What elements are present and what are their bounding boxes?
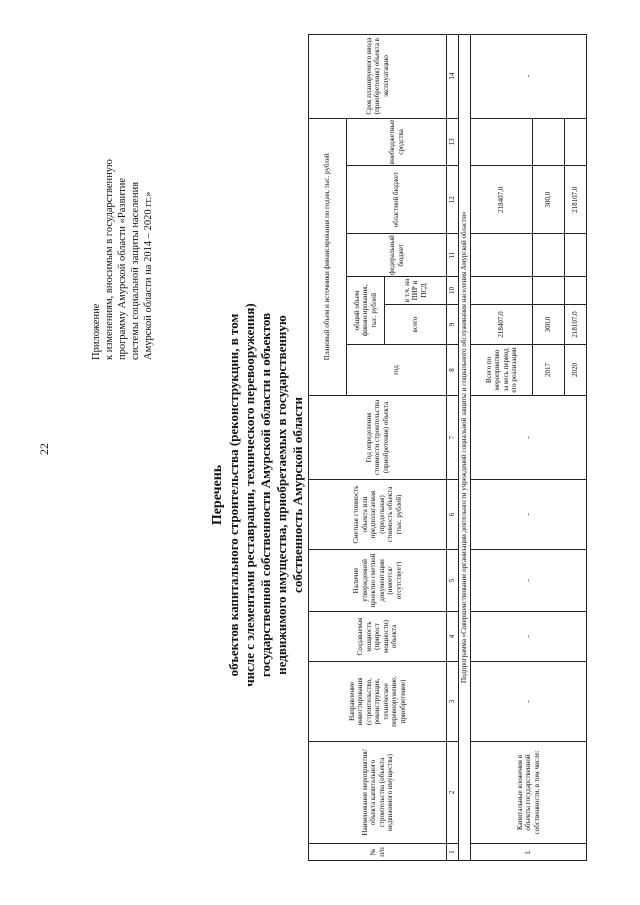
period-pir xyxy=(471,277,533,305)
period-extra xyxy=(565,118,587,166)
row-name: Капитальные вложения в объекты государственной собственности, в том числе: xyxy=(471,742,587,844)
header-total-fin: общий объем финансирования, тыс. рублей xyxy=(347,277,385,345)
appendix-line: системы социальной защиты населения xyxy=(130,181,141,360)
header-total: всего xyxy=(385,305,447,345)
col-number: 9 xyxy=(447,305,459,345)
row-capacity: - xyxy=(471,612,587,662)
row-direction: - xyxy=(471,662,587,742)
col-number: 4 xyxy=(447,612,459,662)
col-number: 14 xyxy=(447,34,459,118)
period-federal xyxy=(533,234,565,277)
header-cost-year: Год определения стоимости строительства (приобретения) объекта xyxy=(309,396,447,480)
document-heading xyxy=(210,260,306,730)
col-number: 12 xyxy=(447,166,459,234)
col-number: 3 xyxy=(447,662,459,742)
header-name: Наименование мероприятия/объекта капитального строительства (объекта недвижимого имущества) xyxy=(309,742,447,844)
page-number: 22 xyxy=(37,443,51,455)
header-deadline: Срок планируемого ввода (приобретения) объекта в эксплуатацию xyxy=(309,34,447,118)
period-year: 2020 xyxy=(565,345,587,396)
appendix-line: Амурской области на 2014 – 2020 гг.» xyxy=(143,191,154,360)
appendix-line: Приложение xyxy=(91,303,102,360)
col-number: 13 xyxy=(447,118,459,166)
appendix-line: программу Амурской области «Развитие xyxy=(117,177,128,360)
header-direction: Направление инвестирования (строительство, реконструкция, техническое перевооружение, приобретение) xyxy=(309,662,447,742)
col-number: 11 xyxy=(447,234,459,277)
col-number: 10 xyxy=(447,277,459,305)
row-num: 1. xyxy=(471,844,587,861)
heading-line: объектов капитального строительства (реконструкции, в том xyxy=(226,313,241,677)
col-number: 7 xyxy=(447,396,459,480)
period-pir xyxy=(565,277,587,305)
header-year: год xyxy=(347,345,447,396)
period-total: 218407,0 xyxy=(471,305,533,345)
period-year: 2017 xyxy=(533,345,565,396)
header-num: № п/п xyxy=(309,844,447,861)
heading-title: Перечень xyxy=(210,464,225,526)
header-docs: Наличие утвержденной проектно сметной документации (имеется/ отсутствует) xyxy=(309,550,447,612)
period-year: Всего по мероприятию за весь период его реализации xyxy=(471,345,533,396)
period-regional: 218407,0 xyxy=(471,166,533,234)
heading-line: недвижимого имущества, приобретаемых в государственную xyxy=(274,315,289,675)
row-cost: - xyxy=(471,480,587,550)
period-total: 218107,0 xyxy=(565,305,587,345)
header-extra: внебюджетные средства xyxy=(347,118,447,166)
row-deadline: - xyxy=(471,34,587,118)
heading-line: собственность Амурской области xyxy=(290,397,305,593)
col-number: 8 xyxy=(447,345,459,396)
header-regional: областной бюджет xyxy=(347,166,447,234)
subprogram-row: Подпрограмма «Совершенствование организации деятельности учреждений социальной защиты и социального обслуживания населения Амурской области» xyxy=(459,34,471,860)
header-cost: Сметная стоимость объекта или предполагаемая (предельная) стоимость объекта (тыс. рублей) xyxy=(309,480,447,550)
col-number: 6 xyxy=(447,480,459,550)
col-number: 2 xyxy=(447,742,459,844)
period-extra xyxy=(471,118,533,166)
col-number: 1 xyxy=(447,844,459,861)
period-regional: 300,0 xyxy=(533,166,565,234)
header-capacity: Создаваемая мощность (прирост мощности) объекта xyxy=(309,612,447,662)
header-planned: Плановый объем и источники финансирования по годам, тыс. рублей xyxy=(309,118,347,395)
appendix-line: к изменениям, вносимым в государственную xyxy=(104,159,115,360)
appendix-note xyxy=(90,30,155,360)
col-number: 5 xyxy=(447,550,459,612)
period-federal xyxy=(565,234,587,277)
heading-line: государственной собственности Амурской области и объектов xyxy=(258,312,273,678)
period-pir xyxy=(533,277,565,305)
objects-table xyxy=(308,34,587,861)
period-total: 300,0 xyxy=(533,305,565,345)
row-cost-year: - xyxy=(471,396,587,480)
period-federal xyxy=(471,234,533,277)
heading-line: числе с элементами реставрации, технического перевооружения) xyxy=(242,303,257,687)
row-docs: - xyxy=(471,550,587,612)
period-regional: 218107,0 xyxy=(565,166,587,234)
period-extra xyxy=(533,118,565,166)
header-federal: федеральный бюджет xyxy=(347,234,447,277)
header-incl-pir: в т.ч. на ПИР и ПСД xyxy=(385,277,447,305)
